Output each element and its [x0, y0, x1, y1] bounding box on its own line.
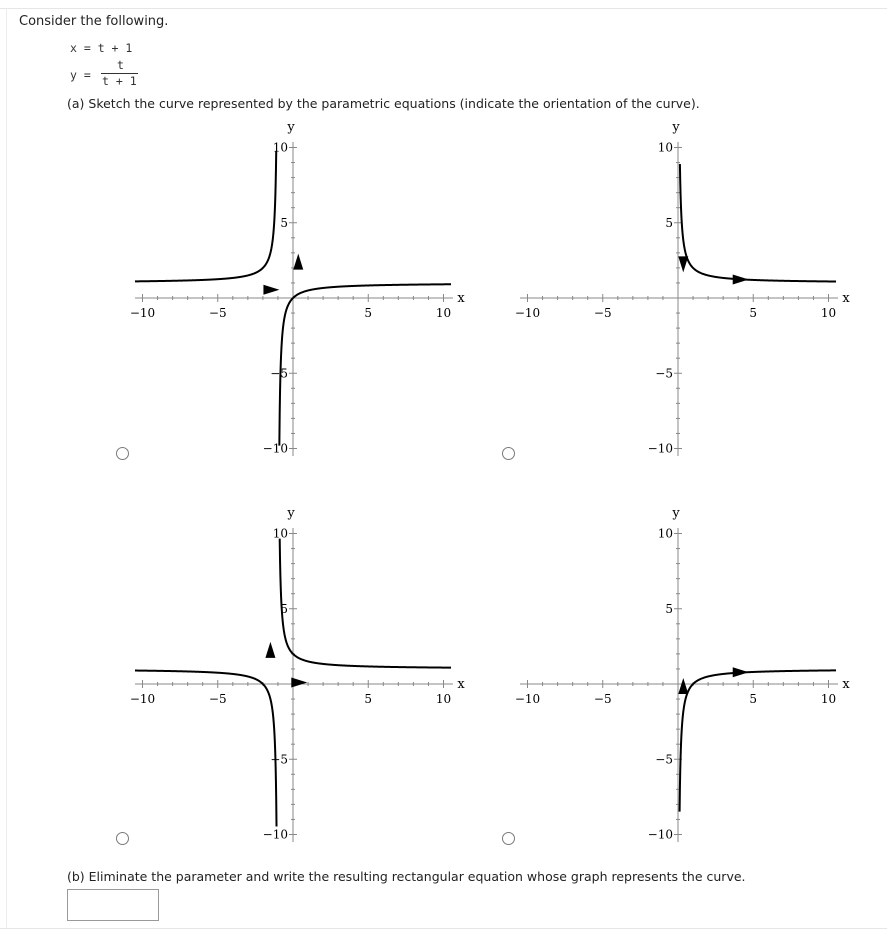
y-tick-label: −10 — [647, 827, 673, 842]
x-tick-label: −10 — [514, 692, 541, 706]
x-tick-label: −5 — [593, 306, 612, 320]
y-tick-label: 5 — [665, 215, 673, 230]
y-axis-label: y — [672, 506, 680, 521]
graph-option-4 — [515, 502, 860, 852]
x-tick-label: 5 — [749, 692, 758, 706]
problem-intro: Consider the following. — [19, 14, 169, 29]
curve-branch — [680, 670, 836, 811]
curve-left-branch — [135, 152, 276, 282]
radio-option-1[interactable] — [116, 447, 129, 460]
part-a-prompt: (a) Sketch the curve represented by the parametric equations (indicate the orientation of the curve). — [67, 96, 700, 111]
graph-option-2 — [515, 116, 860, 466]
x-tick-label: 5 — [749, 306, 758, 320]
x-axis-label: x — [842, 677, 850, 692]
y-tick-label: −5 — [270, 752, 288, 767]
x-tick-label: −10 — [129, 306, 156, 320]
x-tick-label: −10 — [514, 306, 541, 320]
y-tick-label: −5 — [655, 366, 673, 381]
equation-y-lhs: y = — [70, 68, 91, 82]
y-tick-label: −5 — [655, 752, 673, 767]
graph-option-1 — [130, 116, 475, 466]
frame-left-border — [6, 8, 7, 928]
equation-y-denominator: t + 1 — [102, 74, 137, 88]
radio-option-2[interactable] — [502, 447, 515, 460]
curve-right-branch — [280, 539, 451, 668]
equation-y-numerator: t — [117, 58, 124, 72]
y-tick-label: −10 — [647, 441, 673, 456]
y-tick-label: 10 — [272, 140, 288, 155]
x-axis-label: x — [457, 677, 465, 692]
x-axis-label: x — [842, 291, 850, 306]
graph-option-3 — [130, 502, 475, 852]
curve-branch — [680, 164, 836, 282]
y-axis-label: y — [672, 120, 680, 135]
x-tick-label: −10 — [129, 692, 156, 706]
y-tick-label: 10 — [657, 526, 673, 541]
frame-bottom-border — [0, 928, 887, 929]
y-tick-label: −10 — [262, 827, 288, 842]
orientation-arrow-2 — [733, 667, 749, 677]
orientation-arrow-2 — [291, 677, 307, 687]
curve-left-branch — [135, 671, 277, 827]
orientation-arrow-1 — [678, 256, 688, 272]
y-tick-label: −5 — [270, 366, 288, 381]
x-tick-label: 10 — [435, 692, 452, 706]
y-tick-label: −10 — [262, 441, 288, 456]
x-tick-label: −5 — [208, 306, 227, 320]
y-tick-label: 10 — [272, 526, 288, 541]
radio-option-3[interactable] — [116, 832, 129, 845]
x-tick-label: −5 — [593, 692, 612, 706]
x-tick-label: 10 — [820, 692, 837, 706]
orientation-arrow-2 — [733, 274, 749, 284]
orientation-arrow-1 — [263, 285, 279, 295]
radio-option-4[interactable] — [502, 832, 515, 845]
equation-x: x = t + 1 — [70, 41, 133, 55]
y-tick-label: 5 — [280, 215, 288, 230]
orientation-arrow-2 — [293, 254, 303, 270]
y-tick-label: 5 — [665, 601, 673, 616]
rectangular-equation-input[interactable] — [67, 889, 159, 921]
y-tick-label: 5 — [280, 601, 288, 616]
x-tick-label: 10 — [820, 306, 837, 320]
x-tick-label: 5 — [364, 306, 373, 320]
y-axis-label: y — [287, 120, 295, 135]
orientation-arrow-1 — [265, 642, 275, 658]
x-tick-label: −5 — [208, 692, 227, 706]
frame-top-border — [0, 8, 887, 9]
orientation-arrow-1 — [678, 678, 688, 694]
part-b-prompt: (b) Eliminate the parameter and write the resulting rectangular equation whose graph represents the curve. — [67, 869, 746, 884]
y-tick-label: 10 — [657, 140, 673, 155]
x-axis-label: x — [457, 291, 465, 306]
x-tick-label: 10 — [435, 306, 452, 320]
x-tick-label: 5 — [364, 692, 373, 706]
y-axis-label: y — [287, 506, 295, 521]
